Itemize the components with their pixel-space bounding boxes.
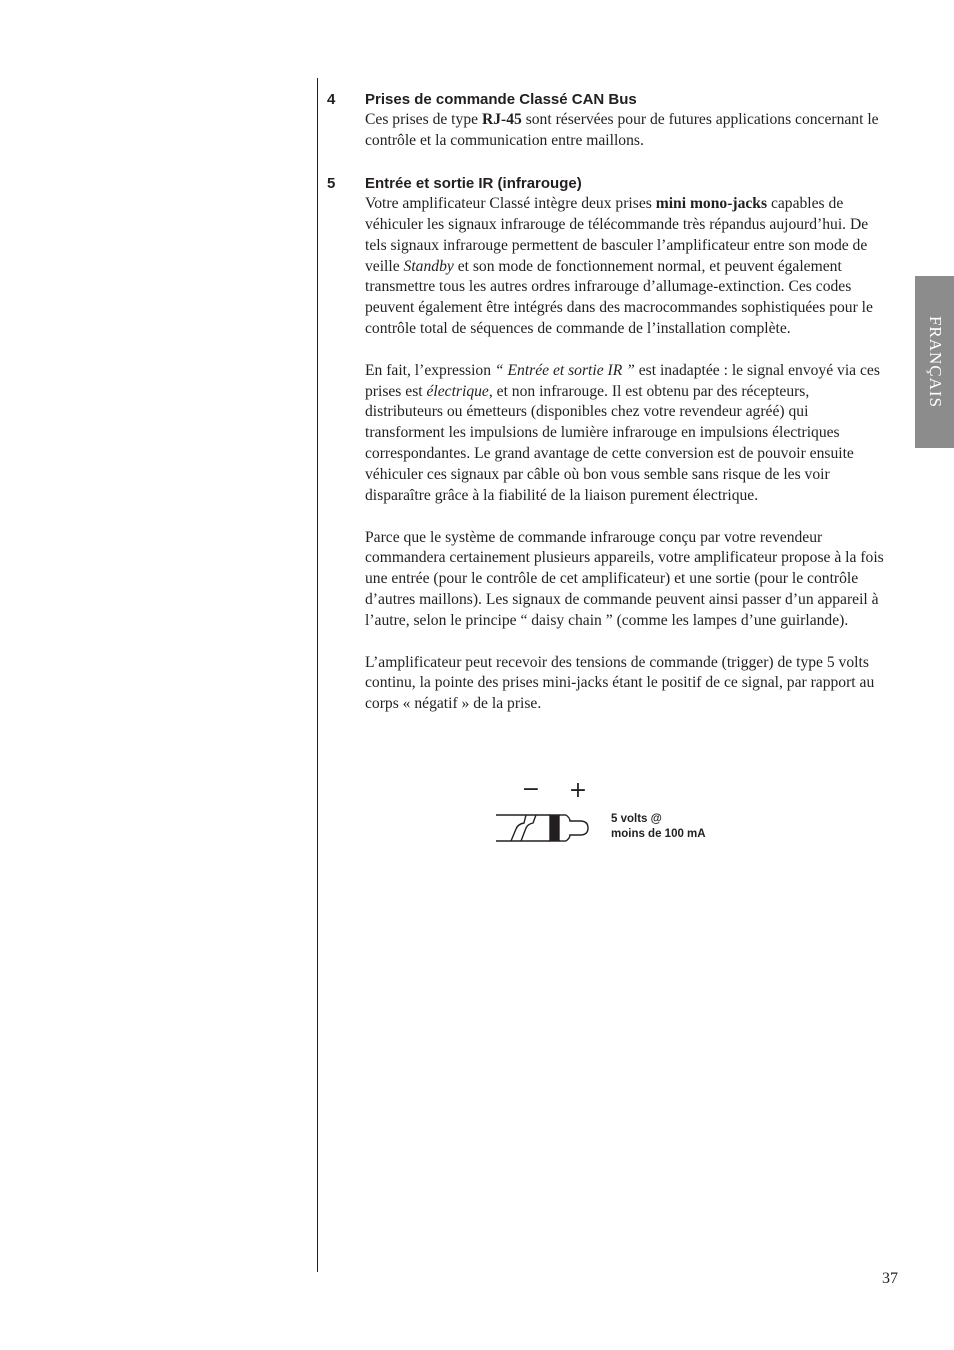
section-4 <box>327 89 887 152</box>
section-4-title: Prises de commande Classé CAN Bus <box>365 91 637 108</box>
section-5-number: 5 <box>327 175 336 192</box>
voltage-spec-line-1: 5 volts @ <box>611 813 662 825</box>
page-number: 37 <box>882 1270 898 1287</box>
language-tab <box>915 276 954 448</box>
section-4-number: 4 <box>327 91 336 108</box>
section-5-title: Entrée et sortie IR (infrarouge) <box>365 175 582 192</box>
section-5-paragraph-1: Votre amplificateur Classé intègre deux prises mini mono-jacks capables de véhiculer les signaux infrarouge de télécommande très répandus aujourd’hui. De tels signaux infrarouge permettent de basculer l’amplificateur entre son mode de veille Standby et son mode de fonctionnement normal, et peuvent également transmettre tous les autres ordres infrarouge d’allumage-extinction. Ces codes peuvent également être intégrés dans des macrocommandes sophistiquées pour le contrôle total de séquences de commande de l’installation complète. <box>365 195 873 338</box>
section-5-paragraph-3: Parce que le système de commande infrarouge conçu par votre revendeur commandera certainement plusieurs appareils, votre amplificateur propose à la fois une entrée (pour le contrôle de cet amplificateur) et une sortie (pour le contrôle d’autres maillons). Les signaux de commande peuvent ainsi passer d’un appareil à l’autre, selon le principe “ daisy chain ” (comme les lampes d’une guirlande). <box>365 528 884 629</box>
voltage-spec-line-2: moins de 100 mA <box>611 828 706 840</box>
section-5 <box>327 173 887 715</box>
section-5-paragraph-2: En fait, l’expression “ Entrée et sortie IR ” est inadaptée : le signal envoyé via ces prises est électrique, et non infrarouge. Il est obtenu par des récepteurs, distributeurs ou émetteurs (disponibles chez votre revendeur agréé) qui transforment les impulsions de lumière infrarouge en impulsions électriques correspondantes. Le grand avantage de cette conversion est de pouvoir ensuite véhiculer ces signaux par câble où bon vous semble sans risque de les voir disparaître grâce à la fiabilité de la liaison purement électrique. <box>365 361 880 504</box>
plus-sign: + <box>568 778 588 803</box>
voltage-spec <box>611 812 706 842</box>
language-tab-label: FRANÇAIS <box>925 315 945 409</box>
minus-sign: − <box>521 778 541 802</box>
section-5-paragraph-4: L’amplificateur peut recevoir des tensions de commande (trigger) de type 5 volts continu, la pointe des prises mini-jacks étant le positif de ce signal, par rapport au corps « négatif » de la prise. <box>365 653 875 713</box>
margin-rule <box>317 78 318 1272</box>
jack-plug-icon <box>496 815 588 841</box>
section-4-paragraph: Ces prises de type RJ-45 sont réservées pour de futures applications concernant le contrôle et la communication entre maillons. <box>365 111 879 149</box>
